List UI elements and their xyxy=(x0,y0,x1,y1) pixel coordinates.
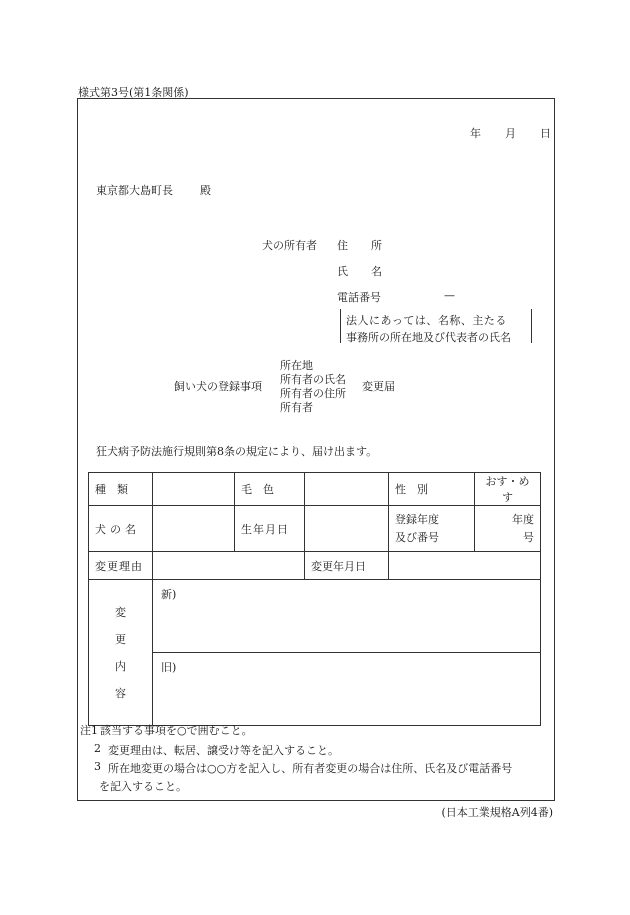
date-month-label: 月 xyxy=(505,127,516,140)
number-unit: 号 xyxy=(523,530,534,544)
address-label-b: 所 xyxy=(371,239,382,252)
change-date-label xyxy=(305,552,389,580)
registration-suffix: 変更届 xyxy=(362,380,395,393)
birth-date-label xyxy=(235,506,305,552)
registration-item: 所在地 xyxy=(280,359,313,372)
address-label-a: 住 xyxy=(337,239,348,252)
form-title: 様式第3号(第1条関係) xyxy=(78,86,189,99)
note-3: 所在地変更の場合は○○方を記入し、所有者変更の場合は住所、氏名及び電話番号 xyxy=(108,762,513,775)
breed-label-text: 種 類 xyxy=(95,483,128,496)
birth-date-value[interactable] xyxy=(305,506,389,552)
change-content-label xyxy=(89,580,153,726)
breed-value[interactable] xyxy=(153,473,235,506)
change-content-char: 内 xyxy=(115,659,126,673)
note-2-number: 2 xyxy=(94,742,101,755)
phone-label: 電話番号 xyxy=(337,291,381,304)
phone-separator: — xyxy=(444,289,455,302)
registration-label: 飼い犬の登録事項 xyxy=(174,380,262,393)
change-reason-label-text: 変更理由 xyxy=(95,559,143,573)
declaration-text: 狂犬病予防法施行規則第8条の規定により、届け出ます。 xyxy=(96,445,378,458)
paper-size-note: (日本工業規格A列4番) xyxy=(441,806,553,819)
note-3-number: 3 xyxy=(94,760,101,773)
addressee-name: 東京都大島町長 xyxy=(96,184,173,197)
sex-label-text: 性 別 xyxy=(395,483,428,496)
change-content-char: 更 xyxy=(115,632,126,646)
date-day-label: 日 xyxy=(540,127,551,140)
change-reason-label xyxy=(89,552,153,580)
date-year-label: 年 xyxy=(470,127,481,140)
coat-color-label-text: 毛 色 xyxy=(241,483,274,496)
coat-color-value[interactable] xyxy=(305,473,389,506)
reg-year-line1: 登録年度 xyxy=(395,512,439,526)
reg-year-value[interactable] xyxy=(475,506,541,552)
coat-color-label xyxy=(235,473,305,506)
change-old-field[interactable] xyxy=(153,653,541,726)
reg-year-line2: 及び番号 xyxy=(395,530,439,544)
breed-label xyxy=(89,473,153,506)
registration-item: 所有者の住所 xyxy=(280,387,346,400)
note-3-continuation: を記入すること。 xyxy=(99,780,187,793)
note-1: 該当する事項を○で囲むこと。 xyxy=(100,724,253,737)
note-head: 注1 xyxy=(80,724,98,737)
dog-name-value[interactable] xyxy=(153,506,235,552)
old-label: 旧) xyxy=(161,661,177,674)
change-date-value[interactable] xyxy=(389,552,541,580)
name-label-a: 氏 xyxy=(337,265,348,278)
dog-name-label-text: 犬の名 xyxy=(95,522,140,536)
sex-options[interactable]: おす・めす xyxy=(475,473,541,506)
addressee-honorific: 殿 xyxy=(200,184,211,197)
sex-label xyxy=(389,473,475,506)
change-reason-value[interactable] xyxy=(153,552,305,580)
registration-item: 所有者 xyxy=(280,401,313,414)
year-unit: 年度 xyxy=(512,512,534,526)
registration-item: 所有者の氏名 xyxy=(280,373,346,386)
corp-note-line1: 法人にあっては、名称、主たる xyxy=(346,314,507,327)
name-label-b: 名 xyxy=(371,265,382,278)
dog-info-table xyxy=(88,472,541,726)
reg-year-label xyxy=(389,506,475,552)
change-date-label-text: 変更年月日 xyxy=(311,559,366,573)
note-2: 変更理由は、転居、譲受け等を記入すること。 xyxy=(108,744,339,757)
dog-name-label xyxy=(89,506,153,552)
change-content-char: 変 xyxy=(115,605,126,619)
birth-date-label-text: 生年月日 xyxy=(241,522,289,536)
corp-note-line2: 事務所の所在地及び代表者の氏名 xyxy=(346,331,511,344)
owner-label: 犬の所有者 xyxy=(262,239,317,252)
change-new-field[interactable] xyxy=(153,580,541,653)
new-label: 新) xyxy=(161,588,177,601)
change-content-char: 容 xyxy=(115,686,126,700)
